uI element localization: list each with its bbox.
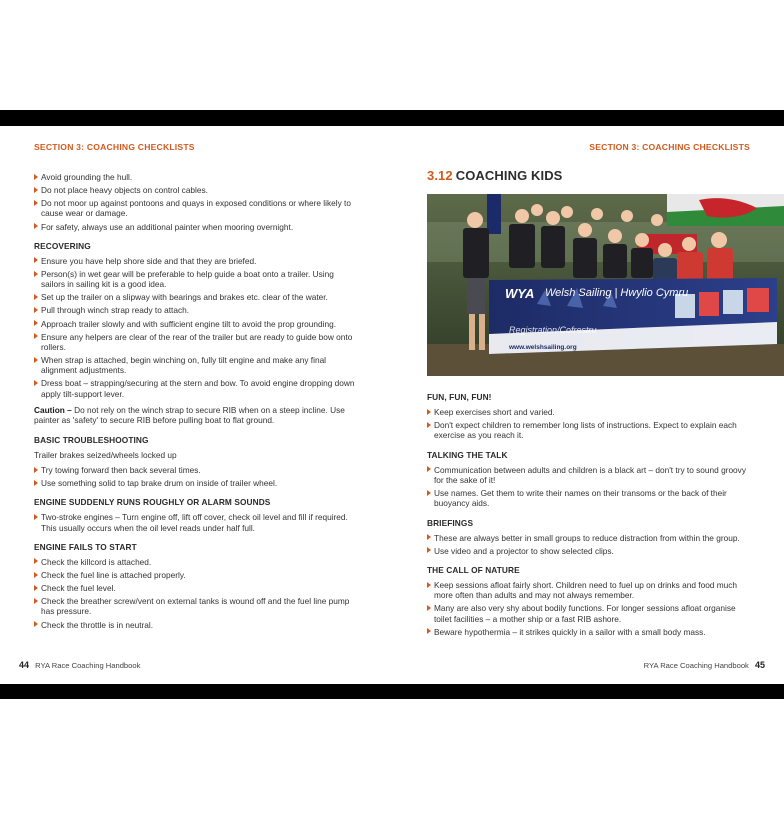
list-item: Do not place heavy objects on control cables. [34,185,360,195]
fun-bullet-list [427,407,752,441]
section-title [427,168,752,183]
list-item: Keep sessions afloat fairly short. Children need to fuel up on drinks and food much more often than adults and may not always remember. [427,580,752,601]
list-item: Approach trailer slowly and with sufficient engine tilt to avoid the prop grounding. [34,319,360,329]
list-item: Many are also very shy about bodily functions. For longer sessions afloat organise toilet facilities – a mother ship or a fast RIB ashore. [427,603,752,624]
briefings-bullet-list [427,533,752,556]
recovering-heading: RECOVERING [34,240,91,251]
list-item: Don't expect children to remember long lists of instructions. Expect to explain each exercise as you reach it. [427,420,752,441]
list-item: Check the fuel line is attached properly. [34,570,360,580]
list-item: Ensure any helpers are clear of the rear of the trailer but are ready to guide bow onto rollers. [34,332,360,353]
list-item: Check the breather screw/vent on external tanks is wound off and the fuel line pump has pressure. [34,596,360,617]
banner-brand: WYA [505,286,535,301]
left-column [34,172,360,633]
book-title: RYA Race Coaching Handbook [35,661,141,670]
list-item: Use something solid to tap brake drum on inside of trailer wheel. [34,478,360,488]
list-item: These are always better in small groups to reduce distraction from within the group. [427,533,752,543]
section-title-text: COACHING KIDS [455,168,563,183]
list-item: Check the killcord is attached. [34,557,360,567]
basic-troubleshooting-heading: BASIC TROUBLESHOOTING [34,434,149,445]
talking-bullet-list [427,465,752,509]
banner-title: Welsh Sailing | Hwylio Cymru [545,287,689,299]
troubleshooting-intro: Trailer brakes seized/wheels locked up [34,449,177,460]
caution-paragraph [34,405,360,426]
list-item: Check the throttle is in neutral. [34,620,360,630]
footer-left [19,660,140,670]
list-item: Set up the trailer on a slipway with bearings and brakes etc. clear of the water. [34,292,360,302]
list-item: Keep exercises short and varied. [427,407,752,417]
right-page [392,126,784,684]
top-black-band [0,110,784,126]
page-number: 44 [19,660,30,670]
list-item: Dress boat – strapping/securing at the stern and bow. To avoid engine dropping down apply tilt-support lever. [34,378,360,399]
fun-heading: FUN, FUN, FUN! [427,392,492,402]
list-item: Two-stroke engines – Turn engine off, lift off cover, check oil level and fill if required. This usually occurs when the oil level reads under half full. [34,512,360,533]
engine-fails-heading: ENGINE FAILS TO START [34,541,137,552]
right-column [427,168,752,640]
talking-heading: TALKING THE TALK [427,449,508,460]
briefings-heading: BRIEFINGS [427,517,474,528]
nature-bullet-list [427,580,752,637]
list-item: Use names. Get them to write their names on their transoms or the back of their buoyancy aids. [427,488,752,509]
list-item: When strap is attached, begin winching on, fully tilt engine and make any final alignment adjustments. [34,355,360,376]
list-item: Try towing forward then back several times. [34,465,360,475]
troubleshooting-bullet-list [34,465,360,488]
banner-url: www.welshsailing.org [509,344,577,351]
intro-bullet-list [34,172,360,232]
list-item: Beware hypothermia – it strikes quickly in a sailor with a small body mass. [427,627,752,637]
bottom-black-band [0,684,784,699]
left-page [0,126,392,684]
footer-right [644,660,765,670]
list-item: Communication between adults and children is a black art – don't try to sound groovy for the sake of it! [427,465,752,486]
recovering-bullet-list [34,256,360,399]
engine-rough-bullet-list [34,512,360,533]
running-head-left: SECTION 3: COACHING CHECKLISTS [34,142,195,152]
group-photo [427,194,784,376]
list-item: Use video and a projector to show selected clips. [427,546,752,556]
group-photo-illustration [427,194,784,376]
nature-heading: THE CALL OF NATURE [427,565,520,576]
running-head-right: SECTION 3: COACHING CHECKLISTS [589,142,750,152]
caution-label: Caution – [34,405,72,416]
banner-sub: Registration/Cofrestru [509,325,597,335]
list-item: Pull through winch strap ready to attach. [34,305,360,315]
list-item: Person(s) in wet gear will be preferable to help guide a boat onto a trailer. Using sailors in sailing kit is a good idea. [34,269,360,290]
list-item: For safety, always use an additional painter when mooring overnight. [34,222,360,232]
list-item: Check the fuel level. [34,583,360,593]
book-title: RYA Race Coaching Handbook [643,661,749,670]
list-item: Do not moor up against pontoons and quays in exposed conditions or where likely to cause wear or damage. [34,198,360,219]
engine-fails-bullet-list [34,557,360,630]
section-number: 3.12 [427,168,453,183]
page-number: 45 [754,660,765,670]
engine-rough-heading: ENGINE SUDDENLY RUNS ROUGHLY OR ALARM SOUNDS [34,497,271,508]
list-item: Avoid grounding the hull. [34,172,360,182]
list-item: Ensure you have help shore side and that they are briefed. [34,256,360,266]
caution-text: Do not rely on the winch strap to secure RIB when on a steep incline. Use painter as 'safety' to secure RIB before pulling boat to flat ground. [34,405,345,426]
